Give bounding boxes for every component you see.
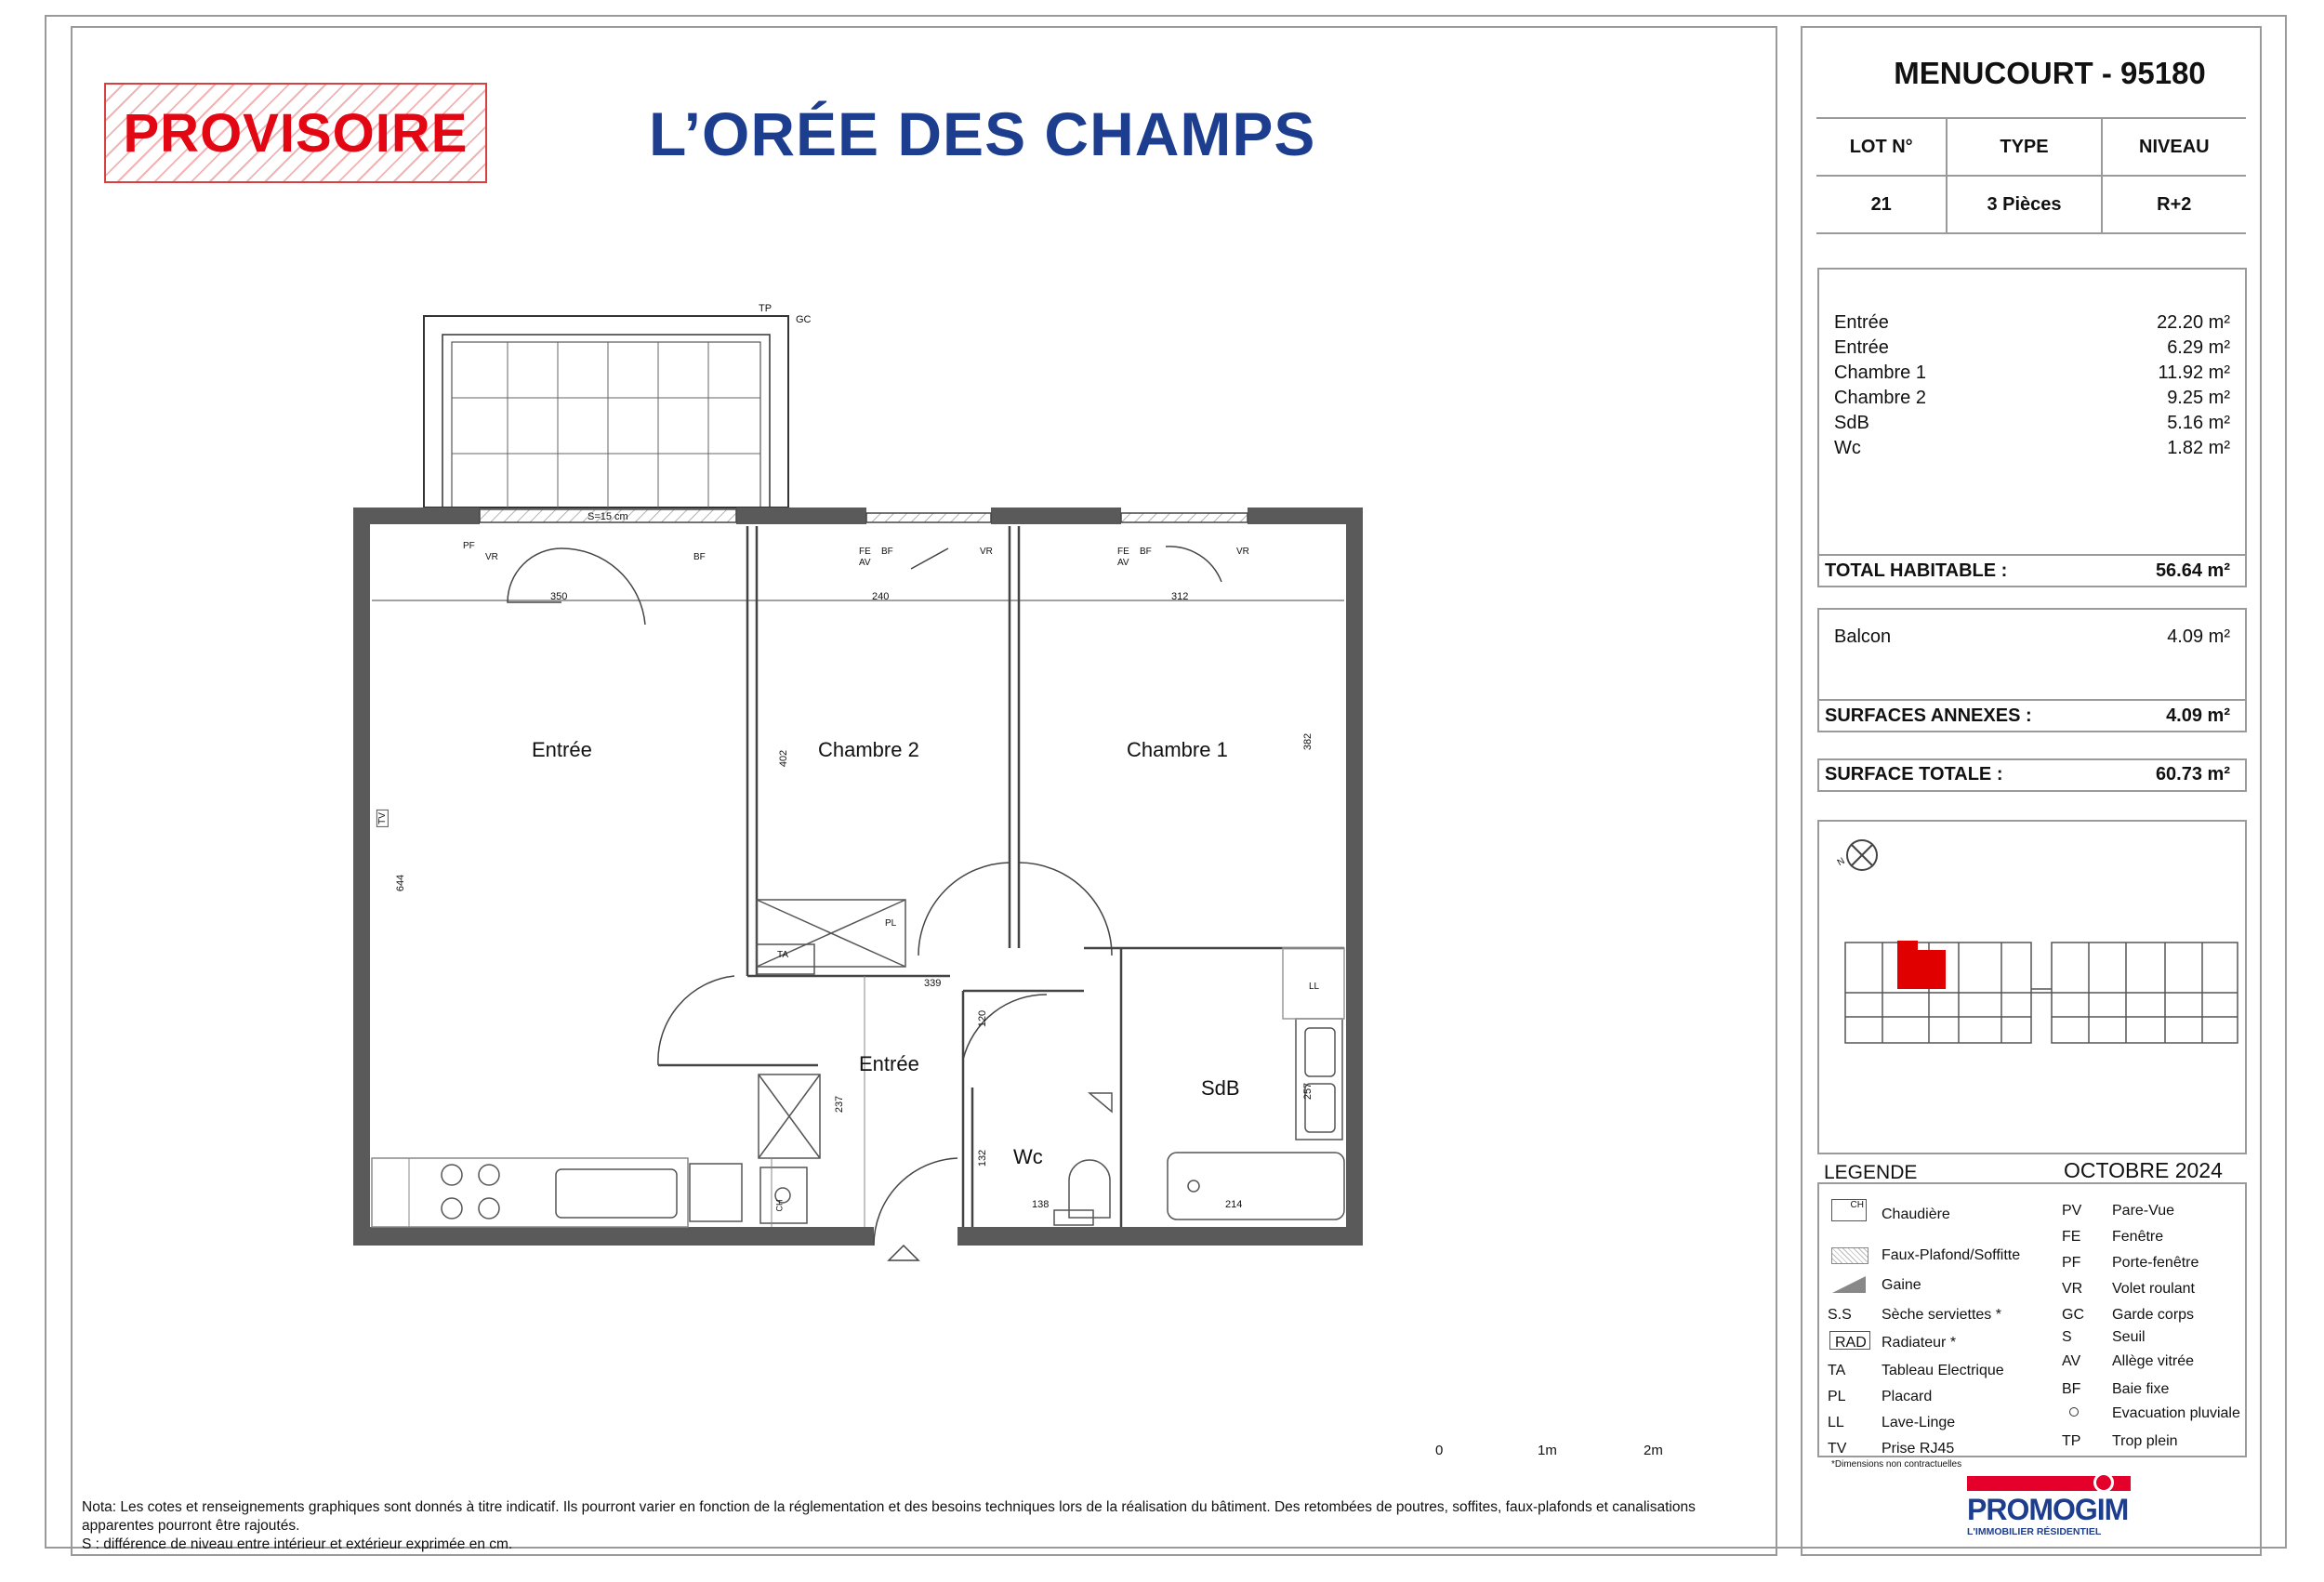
tag-gc: GC — [796, 314, 812, 325]
legend-label: Trop plein — [2112, 1433, 2178, 1449]
dim-339: 339 — [924, 978, 942, 989]
boiler-icon: CH — [1831, 1199, 1867, 1221]
legend-label: Garde corps — [2112, 1307, 2195, 1323]
room-name: Chambre 1 — [1834, 363, 1926, 383]
legend-code: GC — [2062, 1307, 2084, 1323]
legend-code: BF — [2062, 1381, 2081, 1397]
room-row — [1834, 413, 2230, 438]
room-area: 1.82 m² — [2167, 438, 2230, 458]
legend-label: Fenêtre — [2112, 1229, 2164, 1245]
lot-header-niveau: NIVEAU — [2102, 119, 2246, 176]
legend-label: Volet roulant — [2112, 1281, 2195, 1297]
tag-ta: TA — [777, 950, 789, 960]
entrance-marker — [889, 1246, 918, 1260]
tag-ll: LL — [1309, 982, 1320, 992]
room-area: 5.16 m² — [2167, 413, 2230, 433]
city-title: MENUCOURT - 95180 — [1894, 56, 2206, 90]
project-title: L’ORÉE DES CHAMPS — [649, 99, 1316, 168]
total-habitable-row — [1819, 554, 2245, 586]
legend-label: Chaudière — [1882, 1206, 1950, 1222]
room-area: 22.20 m² — [2157, 312, 2230, 333]
legend-label: Baie fixe — [2112, 1381, 2170, 1397]
legend-code: S.S — [1828, 1307, 1852, 1323]
legend-code: LL — [1828, 1415, 1844, 1430]
room-name: Entrée — [1834, 337, 1889, 358]
room-label-entree-hall: Entrée — [859, 1052, 919, 1075]
disclaimer-note — [82, 1498, 1764, 1554]
room-label-chambre2: Chambre 2 — [818, 738, 919, 761]
lot-header-lot: LOT N° — [1816, 119, 1947, 176]
logo-dot — [2093, 1472, 2114, 1493]
tag-bf-1: BF — [693, 552, 706, 562]
legend-code: TP — [2062, 1433, 2081, 1449]
false-ceiling-icon — [1831, 1247, 1868, 1264]
key-plan-drawing — [1819, 822, 2247, 1154]
legend-label: Prise RJ45 — [1882, 1441, 1955, 1457]
room-area: 11.92 m² — [2158, 363, 2230, 383]
surfaces-annexes-row — [1819, 699, 2245, 731]
room-row — [1834, 388, 2230, 413]
annex-area: 4.09 m² — [2167, 626, 2230, 647]
room-name: Entrée — [1834, 312, 1889, 333]
surfaces-annexes-value: 4.09 m² — [2166, 705, 2230, 726]
dim-402: 402 — [778, 749, 790, 768]
dim-350: 350 — [550, 591, 568, 602]
room-name: SdB — [1834, 413, 1869, 433]
dim-132: 132 — [977, 1149, 989, 1167]
tag-av-2: AV — [1117, 558, 1129, 568]
document-date: OCTOBRE 2024 — [2064, 1158, 2223, 1182]
legend-label: Placard — [1882, 1389, 1933, 1404]
legend-label: Seuil — [2112, 1329, 2146, 1345]
tag-seuil: S=15 cm — [588, 511, 628, 522]
lot-highlight — [1897, 950, 1946, 989]
legend-label: Pare-Vue — [2112, 1203, 2174, 1219]
room-label-entree: Entrée — [532, 738, 592, 761]
room-label-wc: Wc — [1013, 1145, 1043, 1168]
shaft-icon — [1831, 1275, 1867, 1294]
legend-code: TA — [1828, 1363, 1846, 1378]
legend-code: S — [2062, 1329, 2072, 1345]
tag-bf-3: BF — [1140, 547, 1152, 557]
dim-644: 644 — [395, 874, 407, 892]
scale-2m: 2m — [1644, 1443, 1663, 1458]
dim-382: 382 — [1302, 732, 1314, 751]
lot-bottom-divider — [1816, 232, 2246, 234]
room-area: 9.25 m² — [2167, 388, 2230, 408]
room-name: Chambre 2 — [1834, 388, 1926, 408]
legend-label: Gaine — [1882, 1277, 1921, 1293]
surface-totale-value: 60.73 m² — [2155, 763, 2230, 784]
legend-label: Sèche serviettes * — [1882, 1307, 2001, 1323]
surface-totale-row — [1819, 758, 2245, 790]
legend-code: VR — [2062, 1281, 2083, 1297]
logo-tagline: L'IMMOBILIER RÉSIDENTIEL — [1967, 1526, 2102, 1537]
room-row — [1834, 363, 2230, 388]
dim-257: 257 — [1302, 1082, 1314, 1101]
tag-ch: CH — [774, 1199, 785, 1212]
room-row — [1834, 337, 2230, 363]
room-name: Wc — [1834, 438, 1861, 458]
scale-1m: 1m — [1538, 1443, 1557, 1458]
legend-code: PF — [2062, 1255, 2081, 1271]
surface-totale-box — [1817, 758, 2247, 792]
legend-code: AV — [2062, 1353, 2081, 1369]
tag-tv: TV — [376, 810, 389, 827]
room-areas-box — [1817, 268, 2247, 587]
legend-label: Radiateur * — [1882, 1335, 1957, 1351]
legend-code: TV — [1828, 1441, 1847, 1457]
compass-icon — [1847, 840, 1877, 870]
annexes-box — [1817, 608, 2247, 732]
pluvial-icon — [2069, 1407, 2079, 1417]
tag-pf: PF — [463, 541, 475, 551]
total-habitable-value: 56.64 m² — [2155, 560, 2230, 581]
exterior-walls — [353, 508, 1363, 1246]
legend-label: Faux-Plafond/Soffitte — [1882, 1247, 2021, 1263]
legend-footnote: *Dimensions non contractuelles — [1831, 1459, 1962, 1470]
legend-label: Tableau Electrique — [1882, 1363, 2004, 1378]
lot-header-type: TYPE — [1947, 119, 2101, 176]
tag-bf-2: BF — [881, 547, 893, 557]
stamp-text: PROVISOIRE — [123, 102, 469, 164]
lot-value-row — [1816, 176, 2246, 232]
compass-north-letter: N — [1835, 855, 1847, 869]
tag-vr-1: VR — [485, 552, 498, 562]
tag-tp: TP — [759, 303, 772, 314]
annex-name: Balcon — [1834, 626, 1892, 647]
wall-lines — [409, 976, 865, 1227]
logo-text: PROMOGIM — [1967, 1493, 2129, 1526]
dim-120: 120 — [977, 1009, 989, 1028]
annex-row — [1834, 626, 2230, 652]
tag-vr-2: VR — [980, 547, 993, 557]
surface-totale-label: SURFACE TOTALE : — [1825, 763, 2003, 784]
room-area: 6.29 m² — [2167, 337, 2230, 358]
lot-number: 21 — [1870, 193, 1892, 215]
tag-av-1: AV — [859, 558, 871, 568]
legend-label: Porte-fenêtre — [2112, 1255, 2199, 1271]
balcony — [424, 316, 788, 508]
note-line-1: Nota: Les cotes et renseignements graphiques sont donnés à titre indicatif. Ils pourront varier en fonction de la réglementation et des besoins techniques lors de la réalisation du bâtiment. Des retombées de poutres, soffites, faux-plafonds et canalisations apparentes pourront être rajoutés. — [82, 1499, 1696, 1534]
key-plan-box — [1817, 820, 2247, 1154]
dim-240: 240 — [872, 591, 890, 602]
promogim-logo — [1967, 1474, 2131, 1537]
lot-header-row — [1816, 119, 2246, 176]
room-label-sdb: SdB — [1201, 1076, 1240, 1100]
room-row — [1834, 438, 2230, 463]
dim-312: 312 — [1171, 591, 1189, 602]
tag-fe-1: FE — [859, 547, 871, 557]
note-line-2: S : différence de niveau entre intérieur et extérieur exprimée en cm. — [82, 1536, 513, 1552]
surfaces-annexes-label: SURFACES ANNEXES : — [1825, 705, 2032, 726]
lot-level: R+2 — [2102, 176, 2246, 232]
legend-code: FE — [2062, 1229, 2081, 1245]
dim-138: 138 — [1032, 1199, 1050, 1210]
interior-walls — [372, 526, 1344, 1227]
legend-label: Evacuation pluviale — [2112, 1405, 2240, 1421]
legend-code: RAD — [1835, 1335, 1867, 1351]
tag-fe-2: FE — [1117, 547, 1129, 557]
legend-code: PL — [1828, 1389, 1846, 1404]
legend-title: LEGENDE — [1824, 1162, 1918, 1183]
legend-code: PV — [2062, 1203, 2082, 1219]
dim-237: 237 — [834, 1095, 846, 1114]
scale-0: 0 — [1435, 1443, 1444, 1458]
tag-vr-3: VR — [1236, 547, 1249, 557]
legend-label: Lave-Linge — [1882, 1415, 1956, 1430]
room-row — [1834, 312, 2230, 337]
legend-label: Allège vitrée — [2112, 1353, 2195, 1369]
room-label-chambre1: Chambre 1 — [1127, 738, 1228, 761]
lot-type: 3 Pièces — [1947, 176, 2101, 232]
dim-214: 214 — [1225, 1199, 1243, 1210]
total-habitable-label: TOTAL HABITABLE : — [1825, 560, 2008, 581]
lot-table — [1816, 119, 2246, 232]
tag-pl: PL — [885, 918, 897, 929]
